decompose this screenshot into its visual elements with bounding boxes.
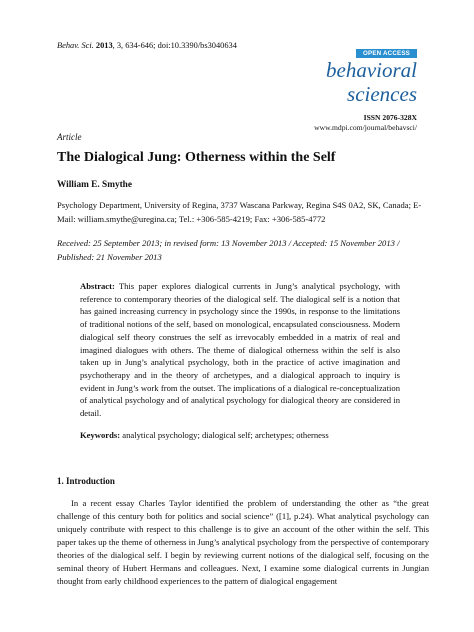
keywords-text: analytical psychology; dialogical self; archetypes; otherness <box>122 430 329 440</box>
intro-paragraph: In a recent essay Charles Taylor identified the problem of understanding the other as “the great challenge of this century both for politics and social science” ([1], p.24). What analytical psychology can uniquely contribute with respect to this challenge is to give an account of the other within the self. This paper takes up the theme of otherness in Jung’s analytical psychology from the perspective of contemporary theories of the dialogical self. I begin by reviewing current notions of the dialogical self, focusing on the seminal theory of Hubert Hermans and colleagues. Next, I examine some dialogical currents in Jungian thought from early childhood experiences to the pattern of dialogical engagement <box>57 498 429 586</box>
author-name: William E. Smythe <box>57 180 132 190</box>
journal-logo <box>326 58 417 106</box>
section-heading: 1. Introduction <box>57 476 115 486</box>
citation-year: 2013 <box>95 41 113 50</box>
citation-line <box>57 41 237 50</box>
citation-journal: Behav. Sci. <box>57 41 94 50</box>
article-title: The Dialogical Jung: Otherness within the Self <box>57 150 336 165</box>
article-type: Article <box>57 132 82 142</box>
keywords-label: Keywords: <box>80 430 121 440</box>
journal-url[interactable]: www.mdpi.com/journal/behavsci/ <box>314 123 417 132</box>
publication-dates: Received: 25 September 2013; in revised form: 13 November 2013 / Accepted: 15 November 2013 / Published: 21 November 2013 <box>57 238 400 262</box>
abstract <box>80 280 400 420</box>
open-access-badge: OPEN ACCESS <box>356 49 417 58</box>
abstract-label: Abstract: <box>80 281 115 291</box>
citation-rest: , 3, 634-646; doi:10.3390/bs3040634 <box>112 41 237 50</box>
abstract-text: This paper explores dialogical currents in Jung’s analytical psychology, with reference to contemporary theories of the dialogical self. The dialogical self is a notion that has gained increasing currency in psychology since the 1990s, in response to the limitations of traditional notions of the self, based on monological, encapsulated consciousness. Modern dialogical self theory construes the self as irrevocably embedded in a matrix of real and imagined dialogues with others. The theme of dialogical otherness within the self is also taken up in Jung’s analytical psychology, both in the practice of active imagination and psychotherapy and in the theory of archetypes, and a dialogical approach to inquiry is evident in Jung’s work from the outset. The implications of a dialogical re-conceptualization of analytical psychology and of analytical psychology for dialogical theory are considered in detail. <box>80 281 401 419</box>
journal-name-line1: behavioral <box>326 58 417 82</box>
author-affiliation: Psychology Department, University of Regina, 3737 Wascana Parkway, Regina S4S 0A2, SK, Canada; E-Mail: william.smythe@uregina.ca; Tel.: +306-585-4219; Fax: +306-585-4772 <box>57 200 422 224</box>
issn: ISSN 2076-328X <box>363 113 417 122</box>
journal-name-line2: sciences <box>347 82 417 106</box>
keywords <box>80 430 329 440</box>
